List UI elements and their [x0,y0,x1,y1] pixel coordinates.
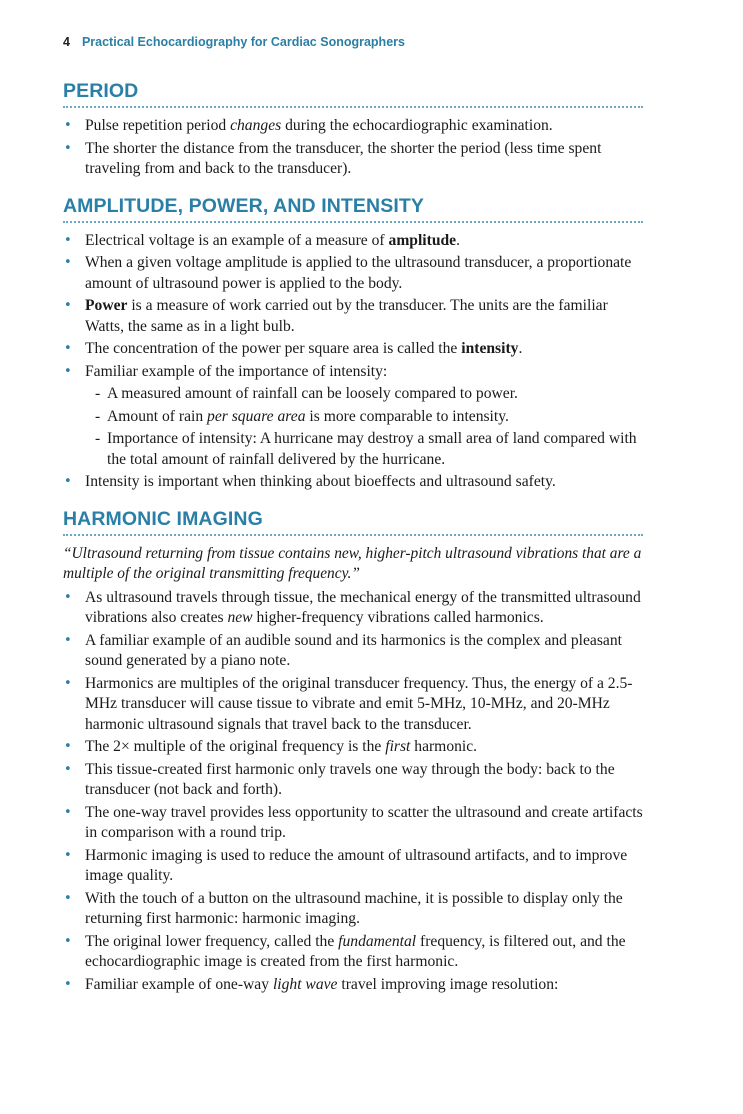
list-item: • Harmonic imaging is used to reduce the amount of ultrasound artifacts, and to improve image quality. [63,846,643,887]
emphasis-text: first [385,738,411,755]
text-run: frequency, is filtered out, and the echocardiographic image is created from the first harmonic. [85,932,626,970]
text-run: higher-frequency vibrations called harmonics. [252,609,544,626]
text-run: The original lower frequency, called the [85,932,339,950]
list-item [63,231,643,252]
emphasis-text: per square area [207,407,306,425]
sub-list-item: - A measured amount of rainfall can be loosely compared to power. [73,384,643,405]
text-run: is a measure of work carried out by the transducer. The units are the familiar Watts, the same as in a light bulb. [85,297,608,335]
text-run: Amount of rain [107,407,208,425]
sub-list-item: - Importance of intensity: A hurricane may destroy a small area of land compared with the total amount of rainfall delivered by the hurricane. [73,429,643,470]
text-run: Pulse repetition period [85,117,231,134]
section-harmonic [63,507,643,996]
list-item [63,737,643,758]
running-head [63,35,405,49]
emphasis-text: light wave [272,975,338,993]
list-item [63,975,643,996]
list-item [63,296,643,337]
bullet-list [63,231,643,493]
section-heading: PERIOD [63,79,643,108]
list-item [63,339,643,360]
text-run: As ultrasound travels through tissue, the mechanical energy of the transmitted ultrasound vibrations also creates [85,588,641,626]
bold-term: intensity [461,340,519,357]
list-item: • This tissue-created first harmonic only travels one way through the body: back to the transducer (not back and forth). [63,760,643,801]
section-heading: HARMONIC IMAGING [63,507,643,536]
page-number: 4 [63,35,70,49]
bold-term: Power [85,297,128,314]
list-item: • Harmonics are multiples of the original transducer frequency. Thus, the energy of a 2.5-MHz transducer will cause tissue to vibrate and emit 5-MHz, 10-MHz, and 20-MHz harmonic ultrasound signals that travel back to the transducer. [63,674,643,736]
text-run: Electrical voltage is an example of a measure of [85,231,389,249]
emphasis-text: new [227,609,253,626]
list-item: • A familiar example of an audible sound and its harmonics is the complex and pleasant sound generated by a piano note. [63,631,643,672]
bullet-list [63,116,643,180]
text-run: during the echocardiographic examination. [281,117,553,134]
emphasis-text: fundamental [338,932,417,950]
text-run: Familiar example of one-way [85,975,273,993]
list-item [63,116,643,137]
list-item [63,362,643,471]
list-item: • Intensity is important when thinking about bioeffects and ultrasound safety. [63,472,643,493]
emphasis-text: changes [230,117,282,134]
text-run: . [518,340,523,357]
bold-term: amplitude [388,231,457,249]
quote: “Ultrasound returning from tissue contains new, higher-pitch ultrasound vibrations that are a multiple of the original transmitting frequency.” [63,544,642,582]
list-item [63,588,643,629]
text-run: Familiar example of the importance of intensity: [85,362,388,380]
list-item [63,932,643,973]
text-run: . [456,231,461,249]
text-run: The concentration of the power per square area is called the [85,340,462,357]
page-body [63,79,643,1009]
sub-list-item [73,407,643,428]
book-title: Practical Echocardiography for Cardiac Sonographers [81,35,405,49]
list-item: • With the touch of a button on the ultrasound machine, it is possible to display only the returning first harmonic: harmonic imaging. [63,889,643,930]
list-item: • The one-way travel provides less opportunity to scatter the ultrasound and create artifacts in comparison with a round trip. [63,803,643,844]
section-period [63,79,643,180]
sub-list [85,384,643,470]
list-item: • The shorter the distance from the transducer, the shorter the period (less time spent traveling from and back to the transducer). [63,139,643,180]
text-run: is more comparable to intensity. [305,407,509,425]
text-run: The 2× multiple of the original frequency is the [85,738,386,755]
text-run: travel improving image resolution: [337,975,559,993]
list-item: • When a given voltage amplitude is applied to the ultrasound transducer, a proportionate amount of ultrasound power is applied to the body. [63,253,643,294]
bullet-list [63,588,643,996]
section-heading: AMPLITUDE, POWER, AND INTENSITY [63,194,643,223]
section-amplitude [63,194,643,493]
text-run: harmonic. [410,738,478,755]
